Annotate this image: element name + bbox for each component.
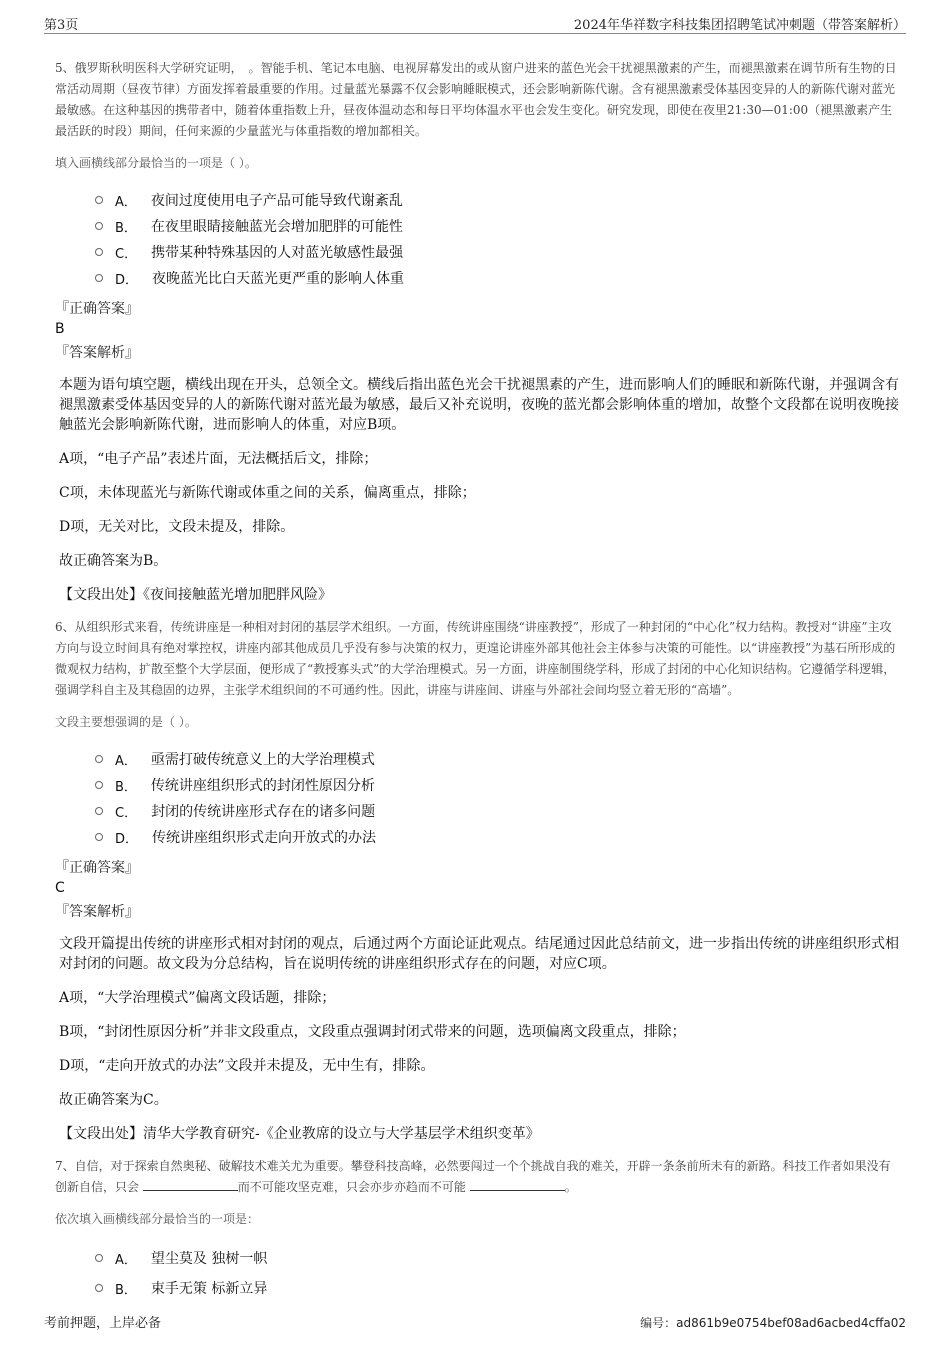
option-c[interactable] [55, 798, 900, 824]
radio-icon[interactable] [95, 196, 103, 204]
option-text: 夜晚蓝光比白天蓝光更严重的影响人体重 [152, 271, 405, 287]
option-letter: B． [115, 220, 137, 236]
radio-icon[interactable] [95, 274, 103, 282]
option-text: 望尘莫及 独树一帜 [150, 1251, 268, 1267]
answer-label: 『正确答案』 [55, 860, 139, 876]
fill-blank [470, 1178, 565, 1191]
option-b[interactable] [55, 1273, 900, 1303]
radio-icon[interactable] [95, 833, 103, 841]
question-text: 6、从组织形式来看，传统讲座是一种相对封闭的基层学术组织。一方面，传统讲座围绕“讲座教授”，形成了一种封闭的“中心化”权力结构。教授对“讲座”主攻方向与设立时间具有绝对掌控权，讲座内部其他成员几乎没有参与决策的权力，更遑论讲座外部其他社会主体参与决策的可能性。以“讲座教授”为基石所形成的微观权力结构，扩散至整个大学层面，便形成了“教授寡头式”的大学治理模式。另一方面，讲座制围绕学科，形成了封闭的中心化知识结构。它遵循学科逻辑，强调学科自主及其稳固的边界，主张学术组织间的不可通约性。因此，讲座与讲座间、讲座与外部社会间均竖立着无形的“高墙”。 [55, 620, 896, 697]
question-7 [55, 1156, 900, 1303]
document-body [55, 58, 900, 1303]
option-text: 封闭的传统讲座形式存在的诸多问题 [151, 804, 376, 820]
option-text: 夜间过度使用电子产品可能导致代谢紊乱 [150, 193, 403, 209]
question-prompt: 依次填入画横线部分最恰当的一项是： [55, 1212, 260, 1226]
analysis-label: 『答案解析』 [55, 345, 139, 361]
analysis-line: A项，“大学治理模式”偏离文段话题，排除； [59, 990, 336, 1006]
option-letter: D． [115, 831, 139, 847]
option-letter: C． [115, 246, 138, 262]
option-b[interactable] [55, 772, 900, 798]
question-5 [55, 58, 900, 605]
source-citation: 【文段出处】《夜间接触蓝光增加肥胖风险》 [59, 587, 332, 603]
analysis-line: D项，无关对比，文段未提及，排除。 [59, 519, 295, 535]
analysis-conclusion: 故正确答案为C。 [59, 1092, 168, 1108]
question-text [55, 1156, 900, 1198]
option-b[interactable] [55, 213, 900, 239]
analysis-line: B项，“封闭性原因分析”并非文段重点，文段重点强调封闭式带来的问题，选项偏离文段重点，排除； [59, 1024, 686, 1040]
option-letter: B． [115, 1282, 137, 1298]
option-text: 传统讲座组织形式的封闭性原因分析 [150, 778, 375, 794]
radio-icon[interactable] [95, 781, 103, 789]
analysis-line: A项，“电子产品”表述片面，无法概括后文，排除； [59, 451, 378, 467]
option-letter: B． [115, 779, 137, 795]
option-text: 携带某种特殊基因的人对蓝光敏感性最强 [151, 245, 404, 261]
option-text: 传统讲座组织形式走向开放式的办法 [152, 830, 377, 846]
radio-icon[interactable] [95, 755, 103, 763]
document-id: 编号：ad861b9e0754bef08ad6acbed4cffa02 [640, 1316, 906, 1330]
radio-icon[interactable] [95, 1284, 103, 1292]
question-prompt: 文段主要想强调的是（ ）。 [55, 715, 197, 729]
radio-icon[interactable] [95, 1254, 103, 1262]
option-a[interactable] [55, 187, 900, 213]
question-text: 5、俄罗斯秋明医科大学研究证明， 。智能手机、笔记本电脑、电视屏幕发出的或从窗户进来的蓝色光会干扰褪黑激素的产生，而褪黑激素在调节所有生物的日常活动周期（昼夜节律）方面发挥着最重要的作用。过量蓝光暴露不仅会影响睡眠模式，还会影响新陈代谢。含有褪黑激素受体基因变异的人的新陈代谢对蓝光最敏感。在这种基因的携带者中，随着体重指数上升，昼夜体温动态和每日平均体温水平也会发生变化。研究发现，即使在夜里21:30—01:00（褪黑激素产生最活跃的时段）期间，任何来源的少量蓝光与体重指数的增加都相关。 [55, 61, 897, 138]
answer-value: B [55, 321, 65, 337]
answer-value: C [55, 880, 65, 896]
fill-blank [143, 1178, 238, 1191]
analysis-conclusion: 故正确答案为B。 [59, 553, 168, 569]
question-text-part: 7、自信，对于探索自然奥秘、破解技术难关尤为重要。攀登科技高峰，必然要闯过一个个挑战自我的难关，开辟一条条前所未有的新路。科技工作者如果没有创新自信，只会 [55, 1159, 891, 1194]
option-text: 在夜里眼睛接触蓝光会增加肥胖的可能性 [150, 219, 403, 235]
footer-slogan: 考前押题，上岸必备 [44, 1316, 162, 1331]
option-a[interactable] [55, 746, 900, 772]
option-text: 亟需打破传统意义上的大学治理模式 [150, 752, 375, 768]
answer-label: 『正确答案』 [55, 301, 139, 317]
option-text: 束手无策 标新立异 [150, 1281, 268, 1297]
analysis-line: D项，“走向开放式的办法”文段并未提及，无中生有，排除。 [59, 1058, 435, 1074]
question-text-part: 而不可能攻坚克难，只会亦步亦趋而不可能 [237, 1180, 466, 1194]
option-c[interactable] [55, 239, 900, 265]
option-letter: A． [115, 194, 137, 210]
question-6 [55, 617, 900, 1144]
analysis-label: 『答案解析』 [55, 904, 139, 920]
page-number: 第3页 [44, 18, 79, 33]
option-a[interactable] [55, 1243, 900, 1273]
option-letter: A． [115, 753, 137, 769]
header-divider [44, 33, 906, 34]
question-text-part: 。 [564, 1180, 577, 1194]
option-letter: C． [115, 805, 138, 821]
radio-icon[interactable] [95, 248, 103, 256]
analysis-text: 本题为语句填空题，横线出现在开头，总领全文。横线后指出蓝色光会干扰褪黑素的产生，进而影响人们的睡眠和新陈代谢，并强调含有褪黑激素受体基因变异的人的新陈代谢对蓝光最为敏感，最后又补充说明，夜晚的蓝光都会影响体重的增加，故整个文段都在说明夜晚接触蓝光会影响新陈代谢，进而影响人的体重，对应B项。 [59, 377, 899, 433]
option-d[interactable] [55, 824, 900, 850]
radio-icon[interactable] [95, 807, 103, 815]
option-d[interactable] [55, 265, 900, 291]
document-title: 2024年华祥数字科技集团招聘笔试冲刺题（带答案解析） [573, 18, 906, 33]
radio-icon[interactable] [95, 222, 103, 230]
analysis-line: C项，未体现蓝光与新陈代谢或体重之间的关系，偏离重点，排除； [59, 485, 476, 501]
option-letter: D． [115, 272, 139, 288]
option-letter: A． [115, 1252, 137, 1268]
analysis-text: 文段开篇提出传统的讲座形式相对封闭的观点，后通过两个方面论证此观点。结尾通过因此总结前文，进一步指出传统的讲座组织形式相对封闭的问题。故文段为分总结构，旨在说明传统的讲座组织形式存在的问题，对应C项。 [59, 936, 899, 972]
source-citation: 【文段出处】清华大学教育研究-《企业教席的设立与大学基层学术组织变革》 [59, 1126, 540, 1142]
page-header [44, 12, 906, 32]
question-prompt: 填入画横线部分最恰当的一项是（ ）。 [55, 156, 257, 170]
